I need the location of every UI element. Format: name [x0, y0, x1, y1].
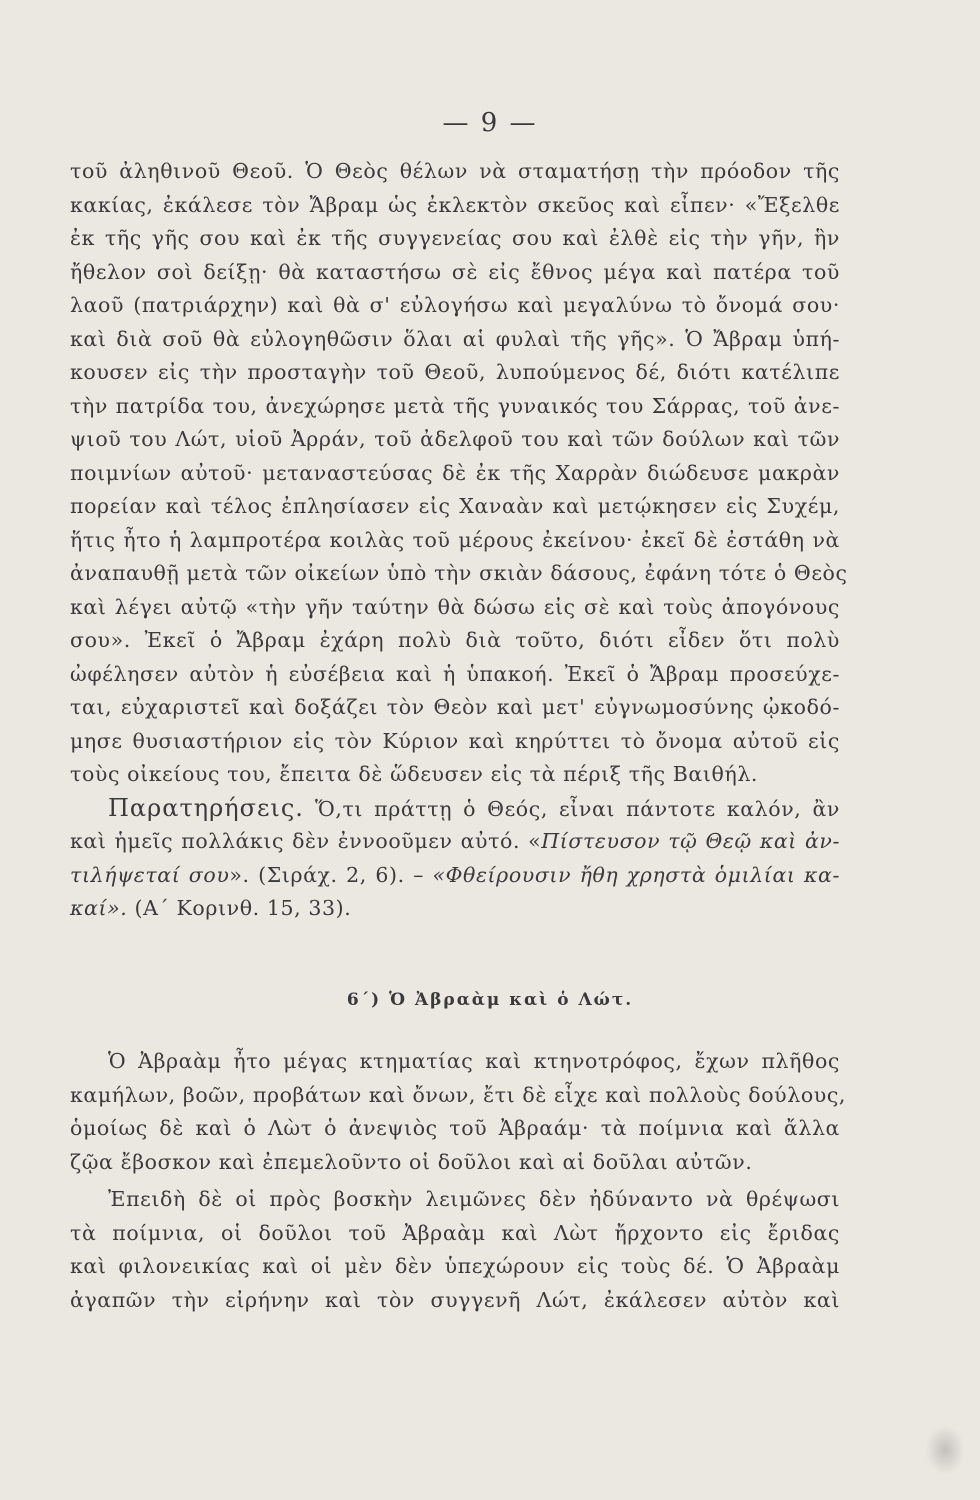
remarks-quote: καί». [70, 896, 128, 920]
text-line: ἀγαπῶν τὴν εἰρήνην καὶ τὸν συγγενῆ Λώτ, ἐκάλεσεν αὐτὸν καὶ [70, 1287, 840, 1312]
remarks-citation: ». (Σιράχ. 2, 6). – [229, 862, 424, 887]
section-heading: 6΄) Ὁ Ἀβραὰμ καὶ ὁ Λώτ. [346, 990, 634, 1010]
text-line: ται, εὐχαριστεῖ καὶ δοξάζει τὸν Θεὸν καὶ μετ' εὐγνωμοσύνης ᾠκοδό- [70, 695, 840, 719]
paragraph-abram-call [70, 155, 848, 926]
text-line: κακίας, ἐκάλεσε τὸν Ἄβραμ ὡς ἐκλεκτὸν σκεῦος καὶ εἶπεν· «Ἔξελθε [70, 192, 840, 217]
text-line: καὶ λέγει αὐτῷ «τὴν γῆν ταύτην θὰ δώσω εἰς σὲ καὶ τοὺς ἀπογόνους [70, 594, 840, 619]
text-line: καμήλων, βοῶν, προβάτων καὶ ὄνων, ἔτι δὲ εἶχε καὶ πολλοὺς δούλους, [70, 1082, 847, 1107]
text-line: τοὺς οἰκείους του, ἔπειτα δὲ ὥδευσεν εἰς τὰ πέριξ τῆς Βαιθήλ. [70, 762, 759, 786]
text-line: Ἐπειδὴ δὲ οἱ πρὸς βοσκὴν λειμῶνες δὲν ἠδύναντο νὰ θρέψωσι [108, 1187, 840, 1211]
remarks-line [70, 859, 840, 893]
text-line: τὴν πατρίδα του, ἀνεχώρησε μετὰ τῆς γυναικός του Σάρρας, τοῦ ἀνε- [70, 393, 840, 418]
text-line: ἐκ τῆς γῆς σου καὶ ἐκ τῆς συγγενείας σου καὶ ἐλθὲ εἰς τὴν γῆν, ἣν [70, 226, 840, 250]
text-line: καὶ διὰ σοῦ θὰ εὐλογηθῶσιν ὅλαι αἱ φυλαὶ τῆς γῆς». Ὁ Ἄβραμ ὑπή- [70, 326, 840, 351]
remarks-citation: (Α΄ Κορινθ. 15, 33). [134, 896, 352, 920]
paragraph-abraham-wealth [70, 1045, 847, 1179]
text-line: τοῦ ἀληθινοῦ Θεοῦ. Ὁ Θεὸς θέλων νὰ σταματήσῃ τὴν πρόοδον τῆς [70, 159, 840, 183]
text-line: Ὁ Ἀβραὰμ ἦτο μέγας κτηματίας καὶ κτηνοτρόφος, ἔχων πλῆθος [108, 1049, 840, 1073]
paper-smudge [925, 1425, 965, 1475]
remarks-text: καὶ ἡμεῖς πολλάκις δὲν ἐννοοῦμεν αὐτό. « [70, 829, 542, 853]
text-line: ψιοῦ του Λώτ, υἱοῦ Ἀρράν, τοῦ ἀδελφοῦ του καὶ τῶν δούλων καὶ τῶν [70, 427, 840, 451]
text-line: πορείαν καὶ τέλος ἐπλησίασεν εἰς Χαναὰν καὶ μετῴκησεν εἰς Συχέμ, [70, 494, 840, 518]
text-line: ὠφέλησεν αὐτὸν ἡ εὐσέβεια καὶ ἡ ὑπακοή. Ἐκεῖ ὁ Ἄβραμ προσεύχε- [70, 661, 840, 686]
remarks-quote: «Φθείρουσιν ἤθη χρηστὰ ὁμιλίαι κα- [432, 862, 840, 887]
text-line: κουσεν εἰς τὴν προσταγὴν τοῦ Θεοῦ, λυπούμενος δέ, διότι κατέλιπε [70, 360, 840, 384]
text-line: καὶ φιλονεικίας καὶ οἱ μὲν δὲν ὑπεχώρουν εἰς τοὺς δέ. Ὁ Ἀβραὰμ [70, 1254, 840, 1278]
text-line: λαοῦ (πατριάρχην) καὶ θὰ σ' εὐλογήσω καὶ μεγαλύνω τὸ ὄνομά σου· [70, 293, 840, 317]
remarks-quote: Πίστευσον τῷ Θεῷ καὶ ἀν- [541, 829, 840, 853]
page-number: — 9 — [442, 108, 538, 138]
remarks-label: Παρατηρήσεις. [108, 793, 304, 822]
text-line: ἥτις ἦτο ἡ λαμπροτέρα κοιλὰς τοῦ μέρους ἐκείνου· ἐκεῖ δὲ ἐστάθη νὰ [70, 527, 840, 552]
remarks-line [70, 792, 840, 826]
text-line: ζῷα ἔβοσκον καὶ ἐπεμελοῦντο οἱ δοῦλοι καὶ αἱ δοῦλαι αὐτῶν. [70, 1149, 753, 1174]
text-line: μησε θυσιαστήριον εἰς τὸν Κύριον καὶ κηρύττει τὸ ὄνομα αὐτοῦ εἰς [70, 728, 840, 753]
text-line: τὰ ποίμνια, οἱ δοῦλοι τοῦ Ἀβραὰμ καὶ Λὼτ ἤρχοντο εἰς ἔριδας [70, 1220, 840, 1245]
remarks-line [70, 825, 840, 859]
remarks-text: Ὅ,τι πράττῃ ὁ Θεός, εἶναι πάντοτε καλόν, ἂν [315, 796, 840, 821]
paragraph-quarrels [70, 1183, 840, 1317]
text-line: ἀναπαυθῇ μετὰ τῶν οἰκείων ὑπὸ τὴν σκιὰν δάσους, ἐφάνη τότε ὁ Θεὸς [70, 561, 848, 585]
text-line: ποιμνίων αὐτοῦ· μεταναστεύσας δὲ ἐκ τῆς Χαρρὰν διώδευσε μακρὰν [70, 460, 840, 485]
remarks-quote: τιλήψεταί σου [70, 862, 230, 887]
text-line: ὁμοίως δὲ καὶ ὁ Λὼτ ὁ ἀνεψιὸς τοῦ Ἀβραάμ· τὰ ποίμνια καὶ ἄλλα [70, 1116, 840, 1140]
remarks-line [70, 892, 840, 926]
text-line: ἤθελον σοὶ δείξῃ· θὰ καταστήσω σὲ εἰς ἔθνος μέγα καὶ πατέρα τοῦ [70, 259, 840, 284]
text-line: σου». Ἐκεῖ ὁ Ἄβραμ ἐχάρη πολὺ διὰ τοῦτο, διότι εἶδεν ὅτι πολὺ [70, 628, 840, 652]
